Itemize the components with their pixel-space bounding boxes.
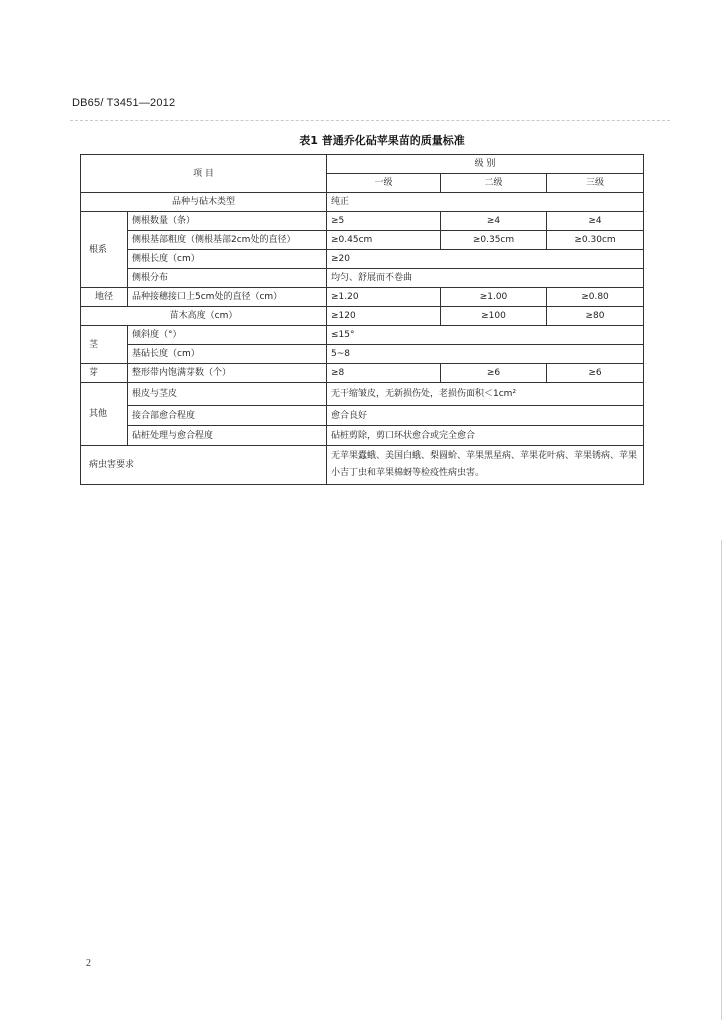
bark-value: 无干缩皱皮，无新损伤处，老损伤面积＜1cm² bbox=[327, 383, 644, 406]
stem-diameter-g1: ≥1.20 bbox=[327, 288, 441, 307]
table-row bbox=[81, 288, 644, 307]
scan-edge-line bbox=[721, 540, 722, 1020]
document-code: DB65/ T3451—2012 bbox=[72, 97, 176, 109]
bud-label: 整形带内饱满芽数（个） bbox=[128, 364, 327, 383]
root-thickness-g3: ≥0.30cm bbox=[547, 231, 644, 250]
pest-value: 无苹果蠹蛾、美国白蛾、梨圆蚧、苹果黑星病、苹果花叶病、苹果锈病、苹果小吉丁虫和苹果棉蚜等检疫性病虫害。 bbox=[327, 446, 644, 485]
root-count-g1: ≥5 bbox=[327, 212, 441, 231]
group-other: 其他 bbox=[81, 383, 128, 446]
pest-label: 病虫害要求 bbox=[81, 446, 327, 485]
height-g2: ≥100 bbox=[441, 307, 547, 326]
root-thickness-label: 侧根基部粗度（侧根基部2cm处的直径） bbox=[128, 231, 327, 250]
header-grade-1: 一级 bbox=[327, 174, 441, 193]
table-row bbox=[81, 406, 644, 426]
bark-label: 根皮与茎皮 bbox=[128, 383, 327, 406]
group-roots: 根系 bbox=[81, 212, 128, 288]
root-count-label: 侧根数量（条） bbox=[128, 212, 327, 231]
header-grade-3: 三级 bbox=[547, 174, 644, 193]
table-row bbox=[81, 446, 644, 485]
root-length-value: ≥20 bbox=[327, 250, 644, 269]
table-row bbox=[81, 326, 644, 345]
quality-standard-table bbox=[80, 154, 644, 485]
bud-g1: ≥8 bbox=[327, 364, 441, 383]
root-length-label: 侧根长度（cm） bbox=[128, 250, 327, 269]
stem-diameter-g2: ≥1.00 bbox=[441, 288, 547, 307]
variety-value: 纯正 bbox=[327, 193, 644, 212]
group-bud: 芽 bbox=[81, 364, 128, 383]
table-row bbox=[81, 307, 644, 326]
table-row bbox=[81, 250, 644, 269]
group-stem: 茎 bbox=[81, 326, 128, 364]
table-row bbox=[81, 193, 644, 212]
graft-value: 愈合良好 bbox=[327, 406, 644, 426]
header-grade-2: 二级 bbox=[441, 174, 547, 193]
height-label: 苗木高度（cm） bbox=[81, 307, 327, 326]
root-distribution-label: 侧根分布 bbox=[128, 269, 327, 288]
header-grade: 级 别 bbox=[327, 155, 644, 174]
table-row bbox=[81, 269, 644, 288]
height-g3: ≥80 bbox=[547, 307, 644, 326]
table-row bbox=[81, 345, 644, 364]
stem-diameter-g3: ≥0.80 bbox=[547, 288, 644, 307]
root-count-g2: ≥4 bbox=[441, 212, 547, 231]
header-item: 项 目 bbox=[81, 155, 327, 193]
stub-value: 砧桩剪除，剪口环状愈合或完全愈合 bbox=[327, 426, 644, 446]
stem-tilt-label: 倾斜度（°） bbox=[128, 326, 327, 345]
table-row bbox=[81, 364, 644, 383]
rootstock-length-value: 5~8 bbox=[327, 345, 644, 364]
group-stem-diameter: 地径 bbox=[81, 288, 128, 307]
root-count-g3: ≥4 bbox=[547, 212, 644, 231]
stub-label: 砧桩处理与愈合程度 bbox=[128, 426, 327, 446]
table-row bbox=[81, 231, 644, 250]
table-row bbox=[81, 426, 644, 446]
bud-g3: ≥6 bbox=[547, 364, 644, 383]
rootstock-length-label: 基砧长度（cm） bbox=[128, 345, 327, 364]
height-g1: ≥120 bbox=[327, 307, 441, 326]
page-number: 2 bbox=[86, 958, 91, 969]
variety-label: 品种与砧木类型 bbox=[81, 193, 327, 212]
root-thickness-g1: ≥0.45cm bbox=[327, 231, 441, 250]
bud-g2: ≥6 bbox=[441, 364, 547, 383]
table-row bbox=[81, 212, 644, 231]
root-distribution-value: 均匀、舒展而不卷曲 bbox=[327, 269, 644, 288]
stem-tilt-value: ≤15° bbox=[327, 326, 644, 345]
root-thickness-g2: ≥0.35cm bbox=[441, 231, 547, 250]
stem-diameter-label: 品种接穗接口上5cm处的直径（cm） bbox=[128, 288, 327, 307]
table-row bbox=[81, 155, 644, 174]
header-divider bbox=[70, 120, 670, 121]
graft-label: 接合部愈合程度 bbox=[128, 406, 327, 426]
table-title: 表1 普通乔化砧苹果苗的质量标准 bbox=[299, 134, 465, 147]
table-row bbox=[81, 383, 644, 406]
